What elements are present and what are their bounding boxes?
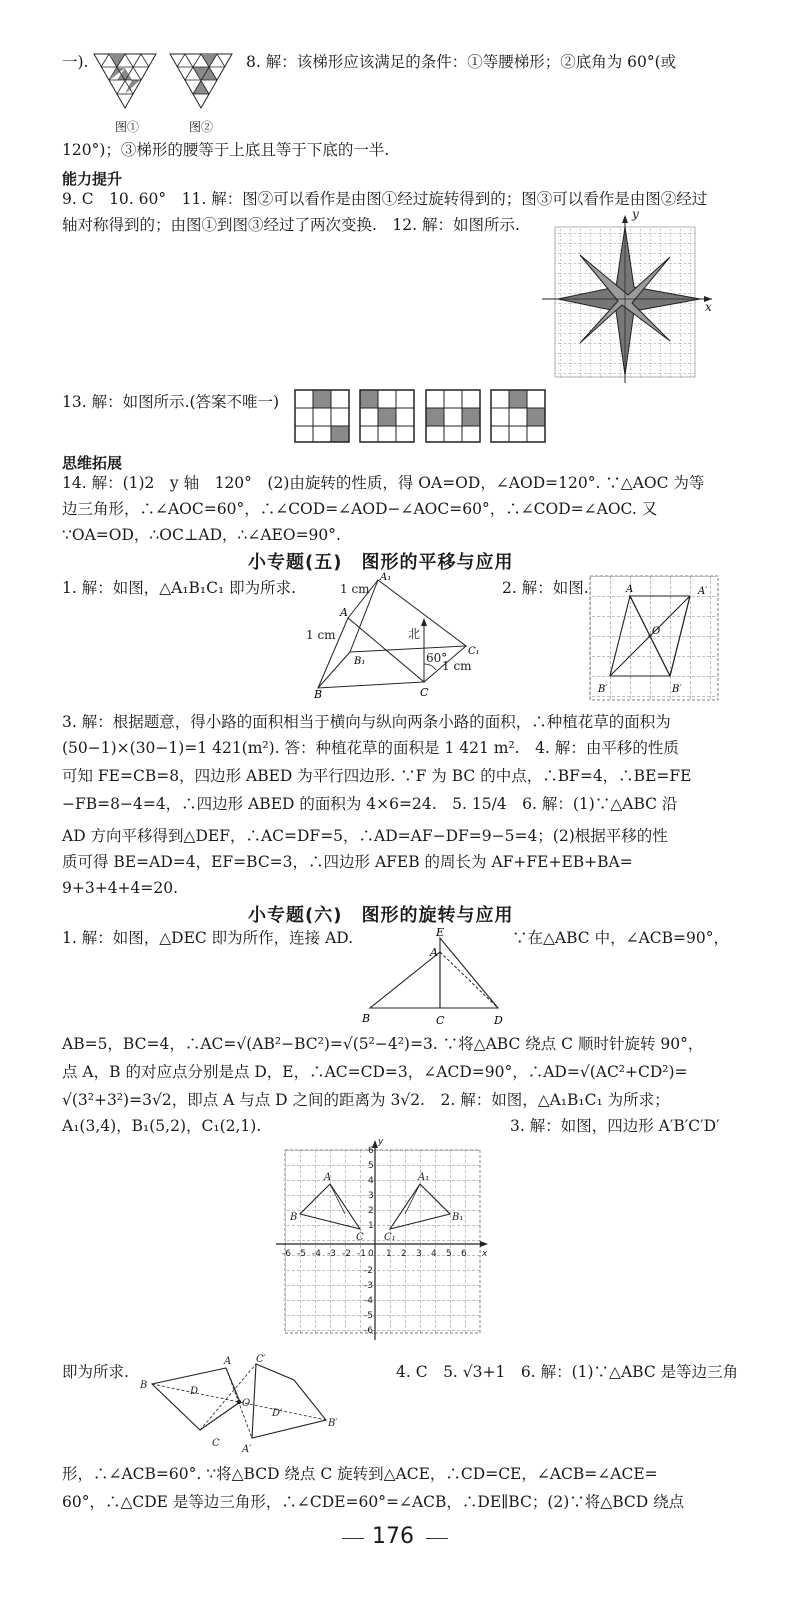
svg-text:C₁: C₁	[468, 646, 480, 657]
text-line: 3. 解：如图，四边形 A′B′C′D′	[510, 1117, 720, 1135]
svg-text:A: A	[340, 606, 348, 619]
footer-rule-right	[426, 1538, 448, 1539]
svg-text:E: E	[436, 926, 445, 939]
svg-text:x: x	[482, 1249, 488, 1259]
svg-text:-3: -3	[327, 1249, 336, 1259]
svg-text:D: D	[494, 1014, 503, 1027]
svg-text:5: 5	[446, 1249, 452, 1259]
grid-answer-4	[489, 388, 549, 444]
svg-text:C₁: C₁	[384, 1232, 396, 1243]
text-line: 60°，∴△CDE 是等边三角形，∴∠CDE=60°=∠ACB，∴DE∥BC；(2)∵将△BCD 绕点	[62, 1493, 685, 1511]
svg-text:4: 4	[368, 1176, 374, 1186]
text-line: 一).	[62, 53, 89, 71]
rotation-quadrilateral-figure	[136, 1350, 346, 1460]
svg-text:-4: -4	[364, 1296, 373, 1306]
svg-text:-2: -2	[342, 1249, 351, 1259]
north-label: 北	[408, 627, 421, 641]
translation-grid-figure	[586, 572, 726, 706]
text-line: 即为所求.	[62, 1363, 129, 1381]
svg-text:1: 1	[386, 1249, 392, 1259]
axis-label-x: x	[705, 300, 712, 314]
svg-text:6: 6	[368, 1146, 374, 1156]
svg-text:2: 2	[401, 1249, 407, 1259]
angle-label: 60°	[426, 651, 448, 665]
figure-caption-2: 图②	[189, 120, 214, 134]
svg-text:B: B	[290, 1212, 298, 1223]
text-line: (50−1)×(30−1)=1 421(m²). 答：种植花草的面积是 1 421 m². 4. 解：由平移的性质	[62, 739, 679, 757]
svg-text:O: O	[242, 1398, 251, 1409]
length-label: 1 cm	[340, 582, 370, 596]
text-line: 质可得 BE=AD=4，EF=BC=3，∴四边形 AFEB 的周长为 AF+FE+EB+BA=	[62, 853, 633, 871]
text-line: 3. 解：根据题意，得小路的面积相当于横向与纵向两条小路的面积，∴种植花草的面积为	[62, 713, 671, 731]
svg-text:A: A	[626, 584, 634, 595]
svg-text:A₁: A₁	[380, 572, 392, 583]
svg-text:A: A	[430, 946, 438, 959]
text-line: 形，∴∠ACB=60°. ∵将△BCD 绕点 C 旋转到△ACE，∴CD=CE，∠ACB=∠ACE=	[62, 1465, 658, 1483]
text-line: A₁(3,4)，B₁(5,2)，C₁(2,1).	[62, 1117, 262, 1135]
text-line: AD 方向平移得到△DEF，∴AC=DF=5，∴AD=AF−DF=9−5=4；(2)根据平移的性	[62, 827, 668, 845]
svg-text:O: O	[652, 626, 661, 637]
svg-text:A: A	[224, 1356, 232, 1367]
svg-text:B′: B′	[598, 684, 608, 695]
svg-text:-1: -1	[357, 1249, 366, 1259]
svg-text:A: A	[324, 1172, 332, 1183]
svg-text:D: D	[190, 1386, 199, 1397]
svg-text:B₁: B₁	[452, 1212, 464, 1223]
figure-caption-1: 图①	[115, 120, 140, 134]
length-label: 1 cm	[306, 628, 336, 642]
text-line: 4. C 5. √3+1 6. 解：(1)∵△ABC 是等边三角	[396, 1363, 739, 1381]
footer-rule-left	[342, 1538, 364, 1539]
svg-text:4: 4	[431, 1249, 437, 1259]
svg-text:-5: -5	[297, 1249, 306, 1259]
svg-text:A′: A′	[242, 1444, 252, 1455]
section-title-topic6: 小专题(六) 图形的旋转与应用	[248, 905, 514, 926]
svg-text:5: 5	[368, 1161, 374, 1171]
section-heading-ability: 能力提升	[62, 170, 123, 188]
svg-text:B′: B′	[672, 684, 682, 695]
text-line: ∵OA=OD，∴OC⊥AD，∴∠AEO=90°.	[62, 526, 341, 544]
text-line: ∵在△ABC 中，∠ACB=90°，	[512, 929, 729, 947]
text-line: 点 A，B 的对应点分别是点 D，E，∴AC=CD=3，∠ACD=90°，∴AD=√(AC²+CD²)=	[62, 1063, 688, 1081]
length-label: 1 cm	[442, 659, 472, 673]
triangle-figure-1	[92, 50, 158, 112]
svg-text:3: 3	[368, 1191, 374, 1201]
svg-text:y: y	[378, 1137, 384, 1147]
svg-text:B: B	[314, 688, 323, 701]
svg-text:A₁: A₁	[418, 1172, 430, 1183]
svg-text:6: 6	[461, 1249, 467, 1259]
svg-text:C: C	[420, 686, 429, 699]
svg-text:B₁: B₁	[354, 656, 366, 667]
svg-text:-4: -4	[312, 1249, 321, 1259]
svg-text:-3: -3	[364, 1281, 373, 1291]
text-line: 14. 解：(1)2 y 轴 120° (2)由旋转的性质，得 OA=OD，∠AOD=120°. ∵△AOC 为等	[62, 474, 705, 492]
text-line: 可知 FE=CB=8，四边形 ABED 为平行四边形. ∵F 为 BC 的中点，∴BF=4，∴BE=FE	[62, 767, 692, 785]
svg-text:B′: B′	[328, 1418, 338, 1429]
svg-text:C′: C′	[256, 1354, 266, 1365]
grid-answer-2	[358, 388, 418, 444]
svg-text:-6: -6	[364, 1326, 373, 1336]
svg-text:C: C	[436, 1014, 445, 1027]
svg-text:3: 3	[416, 1249, 422, 1259]
text-line: 1. 解：如图，△A₁B₁C₁ 即为所求.	[62, 579, 297, 597]
text-line: 8. 解：该梯形应该满足的条件：①等腰梯形；②底角为 60°(或	[246, 53, 677, 71]
svg-text:B: B	[140, 1380, 148, 1391]
axis-label-y: y	[632, 207, 639, 221]
coordinate-grid-figure	[272, 1136, 500, 1346]
svg-text:D′: D′	[272, 1408, 283, 1419]
svg-text:C: C	[356, 1232, 364, 1243]
grid-answer-3	[424, 388, 484, 444]
rotation-triangle-figure	[362, 922, 510, 1030]
text-line: √(3²+3²)=3√2，即点 A 与点 D 之间的距离为 3√2. 2. 解：如图，△A₁B₁C₁ 为所求；	[62, 1091, 670, 1109]
text-line: 120°)；③梯形的腰等于上底且等于下底的一半.	[62, 141, 390, 159]
text-line: 13. 解：如图所示.(答案不唯一)	[62, 393, 280, 411]
section-heading-thinking: 思维拓展	[62, 454, 123, 472]
triangle-figure-2	[168, 50, 234, 112]
svg-text:A′: A′	[698, 586, 708, 597]
svg-text:-5: -5	[364, 1311, 373, 1321]
svg-text:C: C	[212, 1438, 220, 1449]
text-line: 1. 解：如图，△DEC 即为所作，连接 AD.	[62, 929, 354, 947]
section-title-topic5: 小专题(五) 图形的平移与应用	[248, 552, 514, 573]
text-line: 9+3+4+4=20.	[62, 879, 179, 897]
text-line: 边三角形，∴∠AOC=60°，∴∠COD=∠AOD−∠AOC=60°，∴∠COD=∠AOC. 又	[62, 500, 658, 518]
star-grid-figure	[540, 213, 720, 385]
text-line: 2. 解：如图.	[502, 579, 589, 597]
svg-text:2: 2	[368, 1206, 374, 1216]
svg-text:-6: -6	[282, 1249, 291, 1259]
grid-answer-1	[293, 388, 353, 444]
svg-text:-2: -2	[364, 1266, 373, 1276]
text-line: 轴对称得到的；由图①到图③经过了两次变换. 12. 解：如图所示.	[62, 216, 520, 234]
text-line: 9. C 10. 60° 11. 解：图②可以看作是由图①经过旋转得到的；图③可以看作是由图②经过	[62, 190, 708, 208]
svg-text:1: 1	[368, 1221, 374, 1231]
text-line: AB=5，BC=4，∴AC=√(AB²−BC²)=√(5²−4²)=3. ∵将△ABC 绕点 C 顺时针旋转 90°，	[62, 1035, 704, 1053]
page-number: 176	[372, 1524, 414, 1549]
svg-text:B: B	[362, 1012, 371, 1025]
text-line: −FB=8−4=4，∴四边形 ABED 的面积为 4×6=24. 5. 15/4 6. 解：(1)∵△ABC 沿	[62, 795, 678, 813]
svg-text:0: 0	[368, 1249, 374, 1259]
